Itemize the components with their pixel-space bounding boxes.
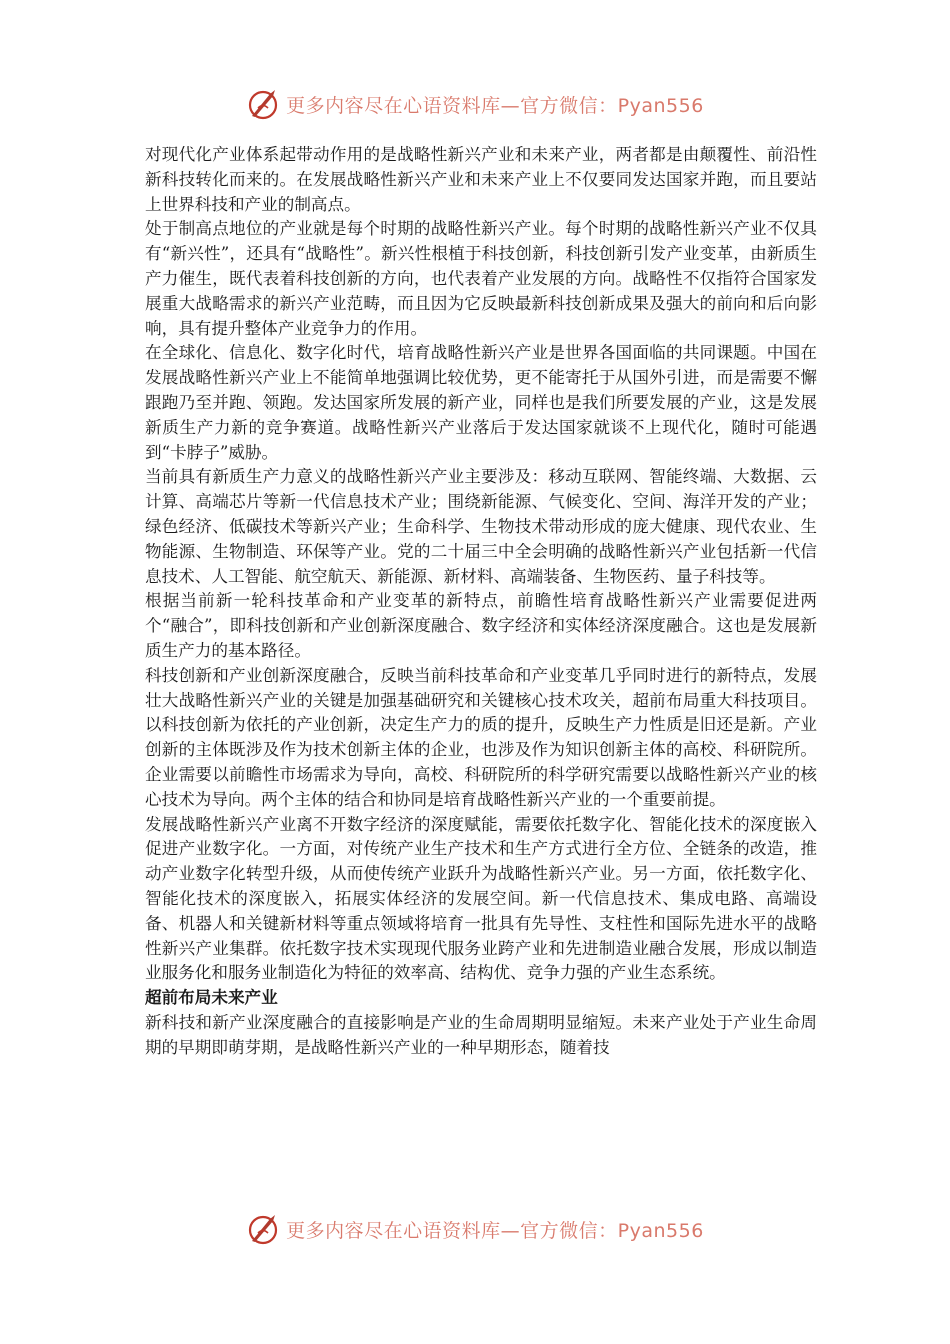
header-watermark [246,86,704,122]
paragraph-3: 在全球化、信息化、数字化时代，培育战略性新兴产业是世界各国面临的共同课题。中国在发展战略性新兴产业上不能简单地强调比较优势，更不能寄托于从国外引进，而是需要不懈跟跑乃至并跑、领跑。发达国家所发展的新产业，同样也是我们所要发展的产业，这是发展新质生产力新的竞争赛道。战略性新兴产业落后于发达国家就谈不上现代化，随时可能遇到“卡脖子”威胁。 [145,343,817,462]
footer-watermark-banner [0,1209,950,1249]
paragraph-8: 新科技和新产业深度融合的直接影响是产业的生命周期明显缩短。未来产业处于产业生命周期的早期即萌芽期，是战略性新兴产业的一种早期形态，随着技 [145,1012,817,1057]
paragraph-2: 处于制高点地位的产业就是每个时期的战略性新兴产业。每个时期的战略性新兴产业不仅具有“新兴性”，还具有“战略性”。新兴性根植于科技创新，科技创新引发产业变革，由新质生产力催生，既代表着科技创新的方向，也代表着产业发展的方向。战略性不仅指符合国家发展重大战略需求的新兴产业范畴，而且因为它反映最新科技创新成果及强大的前向和后向影响，具有提升整体产业竞争力的作用。 [145,219,817,338]
paragraph-1: 对现代化产业体系起带动作用的是战略性新兴产业和未来产业，两者都是由颠覆性、前沿性新科技转化而来的。在发展战略性新兴产业和未来产业上不仅要同发达国家并跑，而且要站上世界科技和产业的制高点。 [145,145,817,214]
watermark-text: 更多内容尽在心语资料库—官方微信：Pyan556 [286,94,704,117]
article-body [145,143,817,1060]
paragraph-5: 根据当前新一轮科技革命和产业变革的新特点，前瞻性培育战略性新兴产业需要促进两个“融合”，即科技创新和产业创新深度融合、数字经济和实体经济深度融合。这也是发展新质生产力的基本路径。 [145,591,817,660]
pen-circle-logo-icon [246,1211,282,1247]
paragraph-7: 发展战略性新兴产业离不开数字经济的深度赋能，需要依托数字化、智能化技术的深度嵌入促进产业数字化。一方面，对传统产业生产技术和生产方式进行全方位、全链条的改造，推动产业数字化转型升级，从而使传统产业跃升为战略性新兴产业。另一方面，依托数字化、智能化技术的深度嵌入，拓展实体经济的发展空间。新一代信息技术、集成电路、高端设备、机器人和关键新材料等重点领域将培育一批具有先导性、支柱性和国际先进水平的战略性新兴产业集群。依托数字技术实现现代服务业跨产业和先进制造业融合发展，形成以制造业服务化和服务业制造化为特征的效率高、结构优、竞争力强的产业生态系统。 [145,814,817,983]
section-heading: 超前布局未来产业 [145,988,278,1008]
paragraph-6: 科技创新和产业创新深度融合，反映当前科技革命和产业变革几乎同时进行的新特点，发展壮大战略性新兴产业的关键是加强基础研究和关键核心技术攻关，超前布局重大科技项目。以科技创新为依托的产业创新，决定生产力的质的提升，反映生产力性质是旧还是新。产业创新的主体既涉及作为技术创新主体的企业，也涉及作为知识创新主体的高校、科研院所。企业需要以前瞻性市场需求为导向，高校、科研院所的科学研究需要以战略性新兴产业的核心技术为导向。两个主体的结合和协同是培育战略性新兴产业的一个重要前提。 [145,665,817,809]
paragraph-4: 当前具有新质生产力意义的战略性新兴产业主要涉及：移动互联网、智能终端、大数据、云计算、高端芯片等新一代信息技术产业；围绕新能源、气候变化、空间、海洋开发的产业；绿色经济、低碳技术等新兴产业；生命科学、生物技术带动形成的庞大健康、现代农业、生物能源、生物制造、环保等产业。党的二十届三中全会明确的战略性新兴产业包括新一代信息技术、人工智能、航空航天、新能源、新材料、高端装备、生物医药、量子科技等。 [145,467,817,586]
watermark-text: 更多内容尽在心语资料库—官方微信：Pyan556 [286,1219,704,1242]
header-watermark-banner [0,84,950,124]
footer-watermark [246,1211,704,1247]
pen-circle-logo-icon [246,86,282,122]
